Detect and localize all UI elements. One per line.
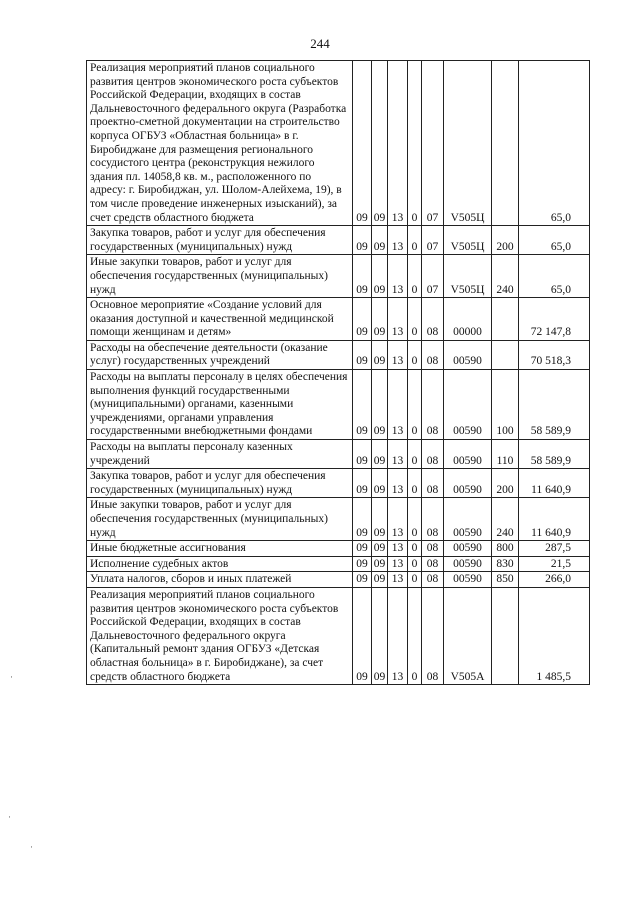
subprogram-code: 0 [408, 370, 422, 440]
section-code: 09 [372, 572, 388, 588]
section-code: 09 [372, 255, 388, 298]
direction-code: 00590 [444, 340, 492, 369]
ministry-code: 09 [353, 556, 372, 572]
table-row [87, 541, 590, 557]
table-row [87, 469, 590, 498]
activity-code: 08 [422, 469, 444, 498]
section-code: 09 [372, 587, 388, 684]
subprogram-code: 0 [408, 340, 422, 369]
direction-code: 00590 [444, 370, 492, 440]
activity-code: 08 [422, 541, 444, 557]
scan-speck: · [8, 812, 11, 822]
program-code: 13 [388, 255, 408, 298]
amount: 65,0 [519, 255, 590, 298]
expense-type-code [492, 61, 519, 226]
program-code: 13 [388, 587, 408, 684]
ministry-code: 09 [353, 541, 372, 557]
table-row [87, 587, 590, 684]
amount: 65,0 [519, 226, 590, 255]
ministry-code: 09 [353, 440, 372, 469]
table-row [87, 572, 590, 588]
subprogram-code: 0 [408, 469, 422, 498]
ministry-code: 09 [353, 498, 372, 541]
item-name: Закупка товаров, работ и услуг для обеспечения государственных (муниципальных) нужд [87, 469, 353, 498]
item-name: Реализация мероприятий планов социального развития центров экономического роста субъектов Российской Федерации, входящих в состав Дальневосточного федерального округа (Разработка проектно-сметной документации на строительство корпуса ОГБУЗ «Областная больница» в г. Биробиджане для размещения регионального сосудистого центра (реконструкция нежилого здания пл. 14058,8 кв. м., расположенного по адресу: г. Биробиджан, ул. Шолом-Алейхема, 19), в том числе проведение инженерных изысканий), за счет средств областного бюджета [87, 61, 353, 226]
table-row [87, 370, 590, 440]
item-name: Уплата налогов, сборов и иных платежей [87, 572, 353, 588]
program-code: 13 [388, 541, 408, 557]
program-code: 13 [388, 61, 408, 226]
page-number: 244 [310, 36, 330, 51]
expense-type-code [492, 340, 519, 369]
direction-code: 00590 [444, 440, 492, 469]
direction-code: 00590 [444, 556, 492, 572]
section-code: 09 [372, 298, 388, 341]
amount: 72 147,8 [519, 298, 590, 341]
section-code: 09 [372, 440, 388, 469]
program-code: 13 [388, 340, 408, 369]
table-body [87, 61, 590, 685]
amount: 21,5 [519, 556, 590, 572]
program-code: 13 [388, 469, 408, 498]
direction-code: V505А [444, 587, 492, 684]
amount: 287,5 [519, 541, 590, 557]
amount: 11 640,9 [519, 469, 590, 498]
expense-type-code: 830 [492, 556, 519, 572]
activity-code: 08 [422, 556, 444, 572]
activity-code: 08 [422, 498, 444, 541]
scan-speck: · [30, 842, 33, 852]
item-name: Расходы на выплаты персоналу в целях обеспечения выполнения функций государственными (муниципальными) органами, казенными учреждениями, органами управления государственными внебюджетными фондами [87, 370, 353, 440]
ministry-code: 09 [353, 587, 372, 684]
expense-type-code: 110 [492, 440, 519, 469]
subprogram-code: 0 [408, 541, 422, 557]
subprogram-code: 0 [408, 61, 422, 226]
table-row [87, 498, 590, 541]
table-row [87, 61, 590, 226]
activity-code: 08 [422, 572, 444, 588]
ministry-code: 09 [353, 340, 372, 369]
direction-code: 00590 [444, 572, 492, 588]
subprogram-code: 0 [408, 572, 422, 588]
item-name: Реализация мероприятий планов социального развития центров экономического роста субъектов Российской Федерации, входящих в состав Дальневосточного федерального округа (Капитальный ремонт здания ОГБУЗ «Детская областная больница» в г. Биробиджане), за счет средств областного бюджета [87, 587, 353, 684]
direction-code: 00590 [444, 469, 492, 498]
subprogram-code: 0 [408, 298, 422, 341]
expense-type-code: 240 [492, 255, 519, 298]
expense-type-code: 200 [492, 226, 519, 255]
section-code: 09 [372, 61, 388, 226]
activity-code: 07 [422, 255, 444, 298]
ministry-code: 09 [353, 572, 372, 588]
table-row [87, 255, 590, 298]
section-code: 09 [372, 370, 388, 440]
program-code: 13 [388, 572, 408, 588]
program-code: 13 [388, 226, 408, 255]
direction-code: V505Ц [444, 255, 492, 298]
expense-type-code: 800 [492, 541, 519, 557]
activity-code: 07 [422, 226, 444, 255]
budget-table [86, 60, 590, 685]
table-row [87, 226, 590, 255]
section-code: 09 [372, 556, 388, 572]
table-row [87, 298, 590, 341]
section-code: 09 [372, 226, 388, 255]
direction-code: 00590 [444, 498, 492, 541]
ministry-code: 09 [353, 255, 372, 298]
program-code: 13 [388, 370, 408, 440]
item-name: Исполнение судебных актов [87, 556, 353, 572]
item-name: Иные бюджетные ассигнования [87, 541, 353, 557]
activity-code: 08 [422, 340, 444, 369]
program-code: 13 [388, 298, 408, 341]
table-row [87, 340, 590, 369]
table-row [87, 556, 590, 572]
item-name: Иные закупки товаров, работ и услуг для обеспечения государственных (муниципальных) нужд [87, 498, 353, 541]
expense-type-code: 240 [492, 498, 519, 541]
subprogram-code: 0 [408, 255, 422, 298]
expense-type-code: 100 [492, 370, 519, 440]
subprogram-code: 0 [408, 440, 422, 469]
activity-code: 07 [422, 61, 444, 226]
subprogram-code: 0 [408, 556, 422, 572]
section-code: 09 [372, 498, 388, 541]
amount: 1 485,5 [519, 587, 590, 684]
amount: 58 589,9 [519, 370, 590, 440]
amount: 58 589,9 [519, 440, 590, 469]
direction-code: 00000 [444, 298, 492, 341]
activity-code: 08 [422, 440, 444, 469]
program-code: 13 [388, 440, 408, 469]
ministry-code: 09 [353, 370, 372, 440]
item-name: Расходы на выплаты персоналу казенных учреждений [87, 440, 353, 469]
direction-code: 00590 [444, 541, 492, 557]
item-name: Закупка товаров, работ и услуг для обеспечения государственных (муниципальных) нужд [87, 226, 353, 255]
subprogram-code: 0 [408, 498, 422, 541]
ministry-code: 09 [353, 226, 372, 255]
ministry-code: 09 [353, 469, 372, 498]
direction-code: V505Ц [444, 61, 492, 226]
ministry-code: 09 [353, 298, 372, 341]
activity-code: 08 [422, 370, 444, 440]
item-name: Основное мероприятие «Создание условий для оказания доступной и качественной медицинской помощи женщинам и детям» [87, 298, 353, 341]
expense-type-code: 200 [492, 469, 519, 498]
section-code: 09 [372, 340, 388, 369]
amount: 70 518,3 [519, 340, 590, 369]
scan-speck: · [10, 672, 13, 682]
subprogram-code: 0 [408, 587, 422, 684]
amount: 65,0 [519, 61, 590, 226]
ministry-code: 09 [353, 61, 372, 226]
section-code: 09 [372, 541, 388, 557]
amount: 11 640,9 [519, 498, 590, 541]
activity-code: 08 [422, 298, 444, 341]
direction-code: V505Ц [444, 226, 492, 255]
table-row [87, 440, 590, 469]
expense-type-code [492, 298, 519, 341]
amount: 266,0 [519, 572, 590, 588]
subprogram-code: 0 [408, 226, 422, 255]
item-name: Расходы на обеспечение деятельности (оказание услуг) государственных учреждений [87, 340, 353, 369]
section-code: 09 [372, 469, 388, 498]
program-code: 13 [388, 556, 408, 572]
expense-type-code: 850 [492, 572, 519, 588]
expense-type-code [492, 587, 519, 684]
item-name: Иные закупки товаров, работ и услуг для обеспечения государственных (муниципальных) нужд [87, 255, 353, 298]
program-code: 13 [388, 498, 408, 541]
activity-code: 08 [422, 587, 444, 684]
